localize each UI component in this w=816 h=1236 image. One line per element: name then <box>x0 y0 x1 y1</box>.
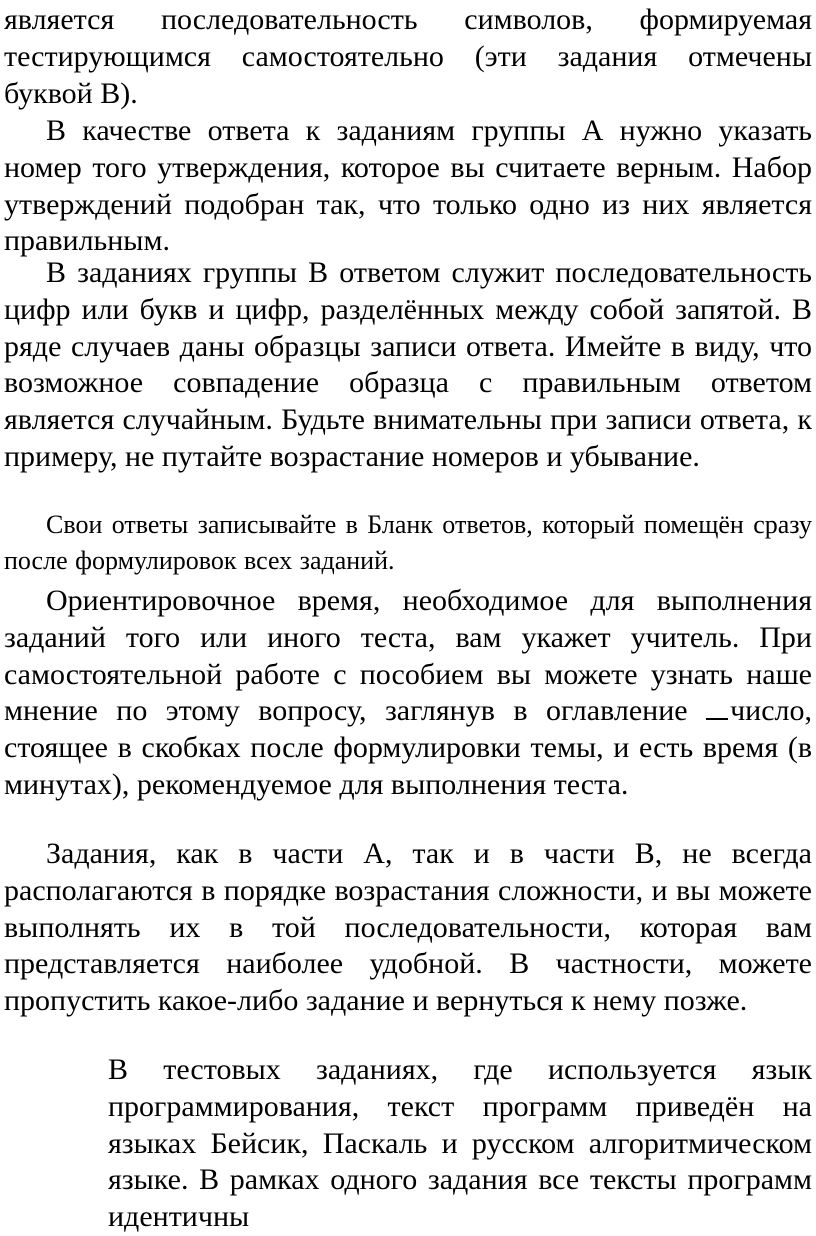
paragraph-group-a-answers: В качестве ответа к заданиям группы А нужно указать номер того утверждения, которое вы считаете верным. Набор утверждений подобран так, что только одно из них является правильным. <box>4 114 812 258</box>
paragraph-programming-note: В тестовых заданиях, где используется язык программирования, текст программ приведён на языках Бейсик, Паскаль и русском алгоритмическом языке. В рамках одного задания все тексты программ идентичны <box>108 1053 812 1234</box>
time-estimate-text-after: число, стоящее в скобках после формулировки темы, и есть время (в минутах), рекомендуемое для выполнения теста. <box>4 694 812 801</box>
paragraph-time-estimate <box>4 583 812 804</box>
paragraph-intro-continuation: является последовательность символов, формируемая тестирующимся самостоятельно (эти задания отмечены буквой В). <box>4 3 812 110</box>
paragraph-answer-sheet: Свои ответы записывайте в Бланк ответов, который помещён сразу после формулировок всех заданий. <box>4 510 812 575</box>
time-estimate-text-before: Ориентировочное время, необходимое для выполнения заданий того или иного теста, вам укажет учитель. При самостоятельной работе с пособием вы можете узнать наше мнение по этому вопросу, заглянув в оглавление <box>4 584 812 728</box>
blank-dash <box>706 708 728 720</box>
paragraph-group-b-answers: В заданиях группы В ответом служит последовательность цифр или букв и цифр, разделённых между собой запятой. В ряде случаев даны образцы записи ответа. Имейте в виду, что возможное совпадение образца с правильным ответом является случайным. Будьте внимательны при записи ответа, к примеру, не путайте возрастание номеров и убывание. <box>4 256 812 473</box>
paragraph-task-order: Задания, как в части А, так и в части В, не всегда располагаются в порядке возрастания сложности, и вы можете выполнять их в той последовательности, которая вам представляется наиболее удобной. В частности, можете пропустить какое-либо задание и вернуться к нему позже. <box>4 837 812 1018</box>
